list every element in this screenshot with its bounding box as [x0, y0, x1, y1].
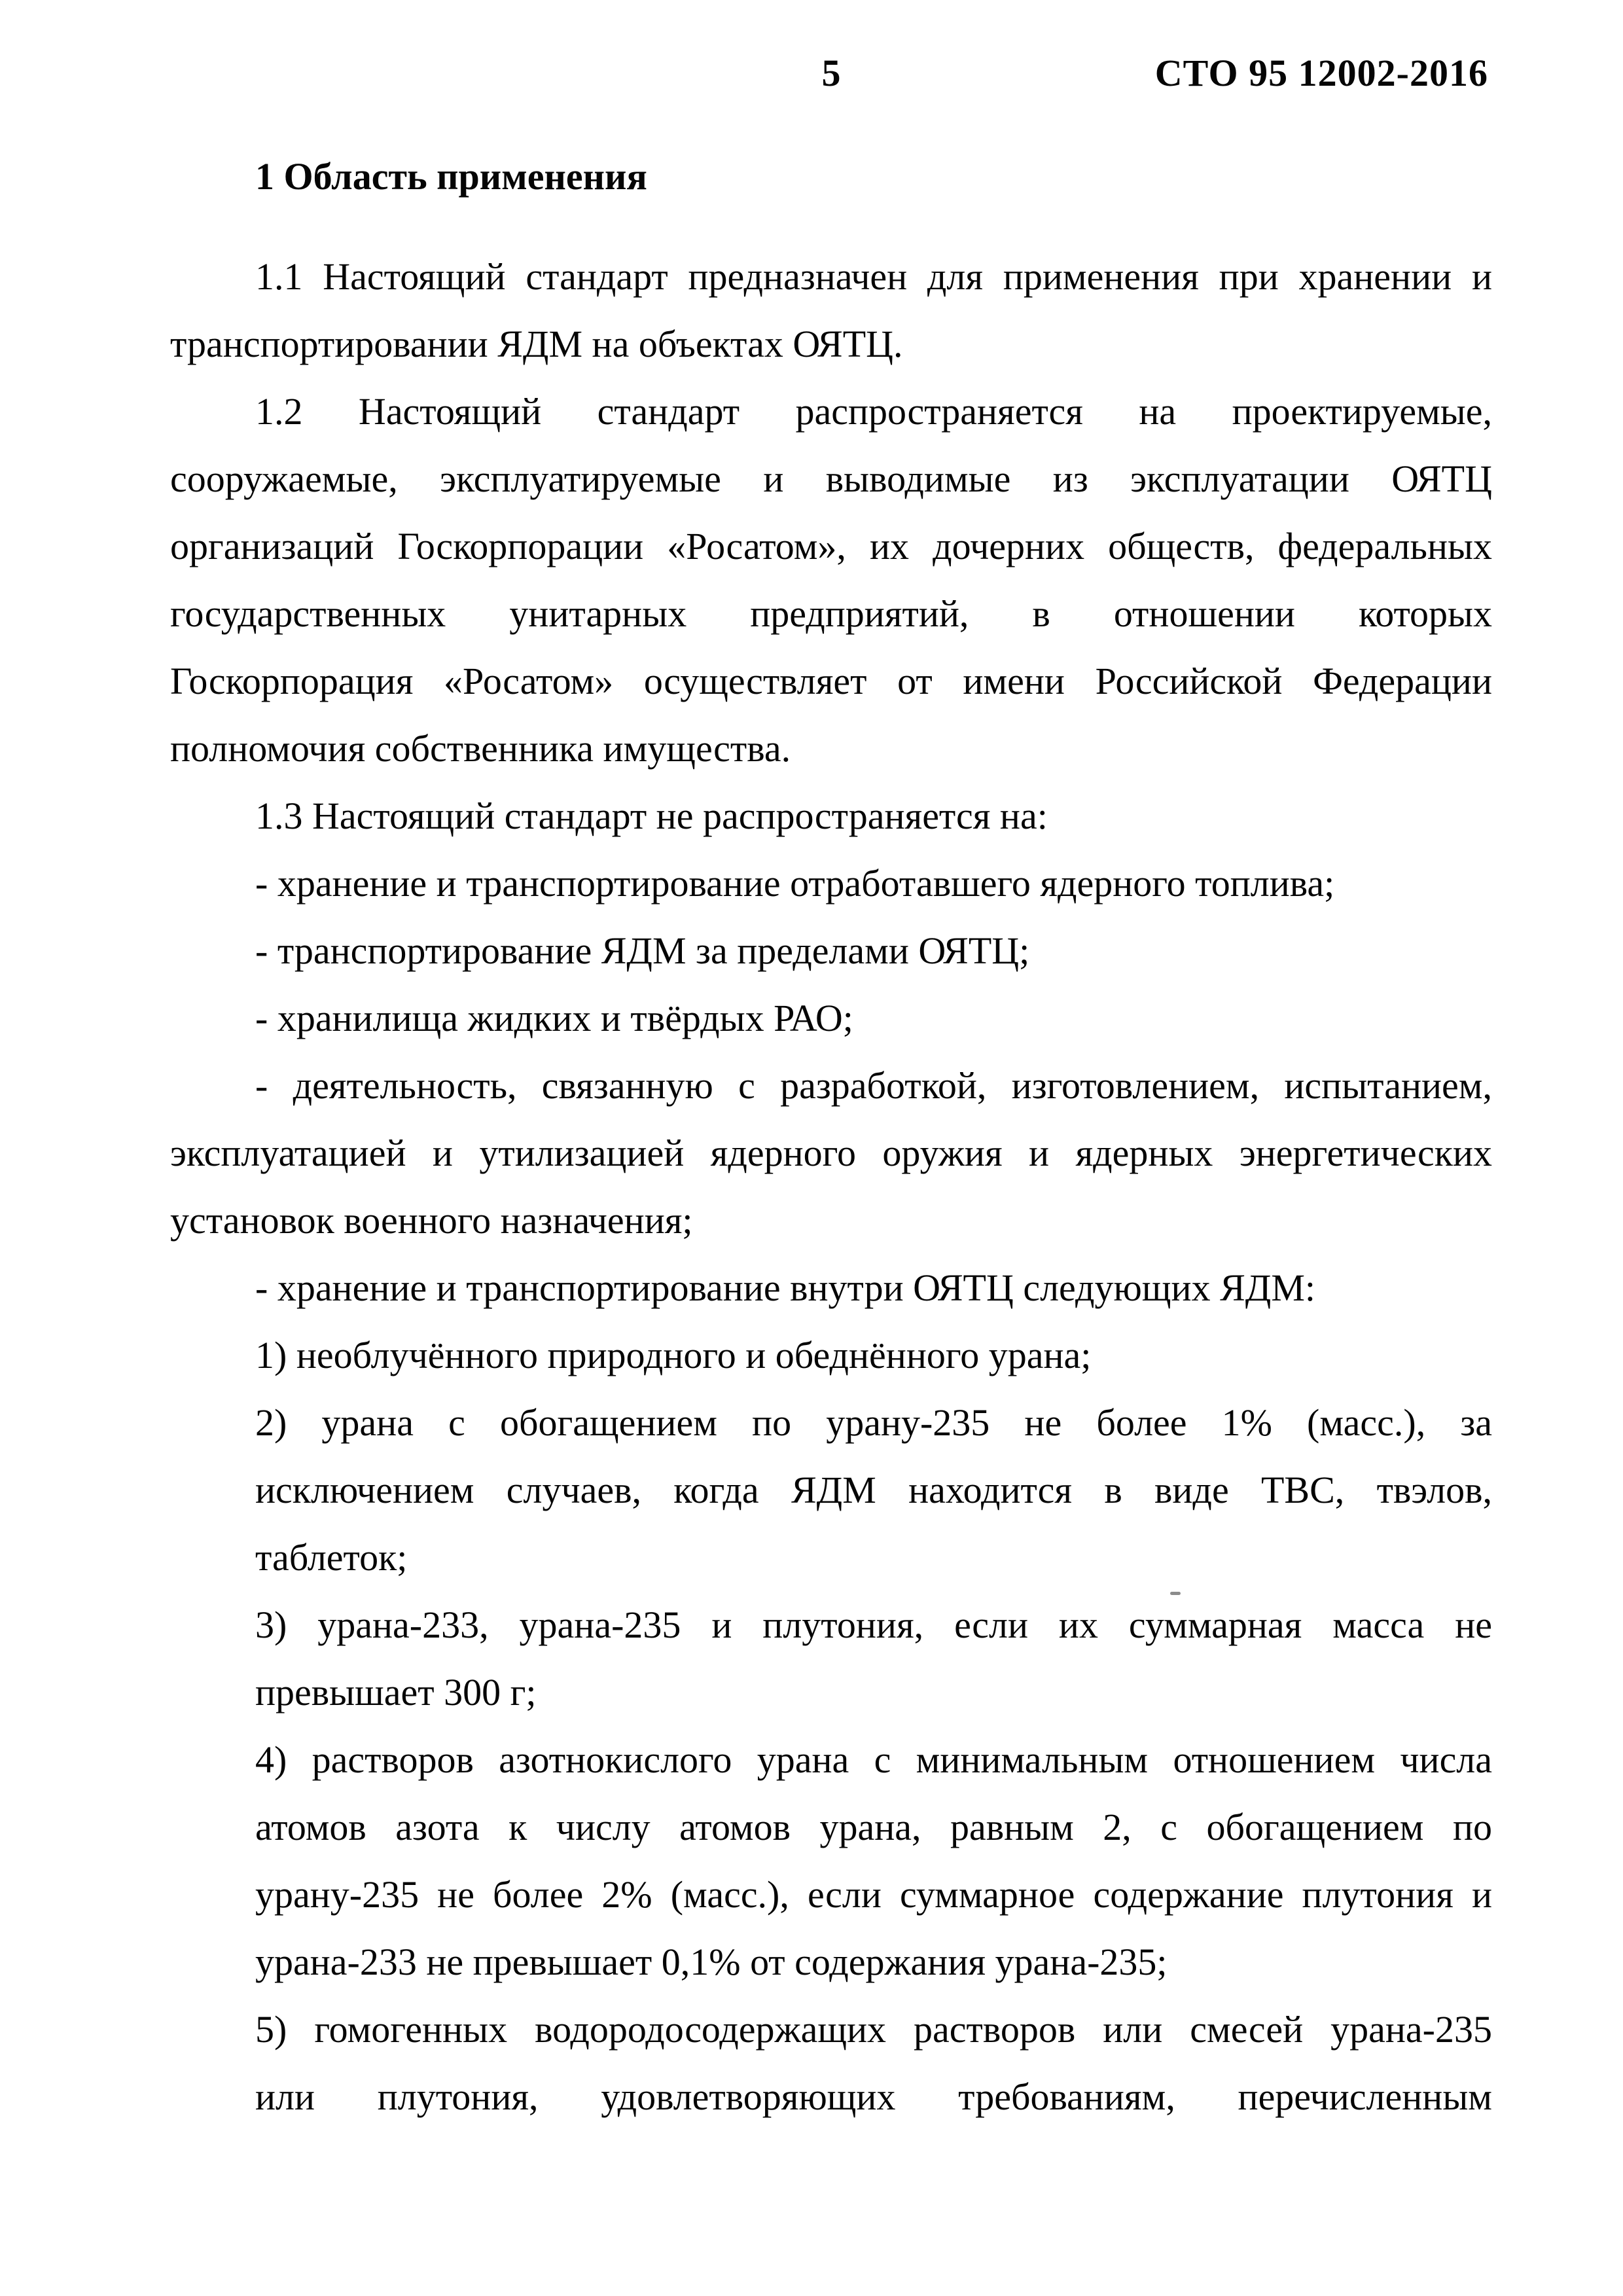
section-title: 1 Область применения: [255, 155, 647, 198]
paragraph: [170, 782, 1492, 850]
page-header: [170, 39, 1492, 107]
text-line: - хранилища жидких и твёрдых РАО;: [255, 997, 853, 1039]
text-line: 2) урана с обогащением по урану-235 не более 1% (масс.), за: [255, 1401, 1492, 1444]
text-line: урана-233 не превышает 0,1% от содержания урана-235;: [255, 1941, 1168, 1983]
scan-artifact: [1170, 1592, 1181, 1595]
paragraph: [170, 1052, 1492, 1254]
text-line: - транспортирование ЯДМ за пределами ОЯТЦ;: [255, 929, 1030, 972]
document-code: СТО 95 12002-2016: [1154, 52, 1488, 94]
text-line: сооружаемые, эксплуатируемые и выводимые из эксплуатации ОЯТЦ: [170, 457, 1492, 500]
text-line: - хранение и транспортирование внутри ОЯТЦ следующих ЯДМ:: [255, 1266, 1316, 1309]
text-line: эксплуатацией и утилизацией ядерного оружия и ядерных энергетических: [170, 1132, 1492, 1174]
text-line: организаций Госкорпорации «Росатом», их дочерних обществ, федеральных: [170, 525, 1492, 567]
text-line: атомов азота к числу атомов урана, равным 2, с обогащением по: [255, 1806, 1492, 1848]
paragraph: [170, 984, 1492, 1052]
text-line: транспортировании ЯДМ на объектах ОЯТЦ.: [170, 323, 903, 365]
paragraph: [255, 1996, 1492, 2130]
text-block: [170, 39, 1492, 2130]
document-body: [170, 243, 1492, 2130]
text-line: полномочия собственника имущества.: [170, 727, 791, 770]
text-line: таблеток;: [255, 1536, 408, 1579]
page-number: 5: [821, 52, 841, 94]
text-line: 1.1 Настоящий стандарт предназначен для применения при хранении и: [255, 255, 1492, 298]
text-line: - деятельность, связанную с разработкой, изготовлением, испытанием,: [255, 1064, 1492, 1107]
text-line: урану-235 не более 2% (масс.), если суммарное содержание плутония и: [255, 1873, 1492, 1916]
text-line: 1) необлучённого природного и обеднённого урана;: [255, 1334, 1092, 1376]
text-line: 5) гомогенных водородосодержащих растворов или смесей урана-235: [255, 2008, 1492, 2051]
paragraph: [255, 1726, 1492, 1996]
text-line: или плутония, удовлетворяющих требованиям, перечисленным: [255, 2075, 1492, 2118]
paragraph: [170, 917, 1492, 984]
text-line: исключением случаев, когда ЯДМ находится в виде ТВС, твэлов,: [255, 1469, 1492, 1511]
text-line: установок военного назначения;: [170, 1199, 693, 1242]
paragraph: [170, 243, 1492, 378]
paragraph: [255, 1389, 1492, 1591]
text-line: 3) урана-233, урана-235 и плутония, если их суммарная масса не: [255, 1604, 1492, 1646]
paragraph: [170, 1254, 1492, 1321]
text-line: 1.3 Настоящий стандарт не распространяется на:: [255, 795, 1048, 837]
text-line: 1.2 Настоящий стандарт распространяется на проектируемые,: [255, 390, 1492, 433]
text-line: превышает 300 г;: [255, 1671, 537, 1713]
text-line: 4) растворов азотнокислого урана с минимальным отношением числа: [255, 1738, 1492, 1781]
text-line: - хранение и транспортирование отработавшего ядерного топлива;: [255, 862, 1335, 905]
text-line: государственных унитарных предприятий, в отношении которых: [170, 592, 1492, 635]
paragraph: [170, 378, 1492, 782]
paragraph: [255, 1321, 1492, 1389]
text-line: Госкорпорация «Росатом» осуществляет от имени Российской Федерации: [170, 660, 1492, 702]
paragraph: [255, 1591, 1492, 1726]
paragraph: [170, 850, 1492, 917]
